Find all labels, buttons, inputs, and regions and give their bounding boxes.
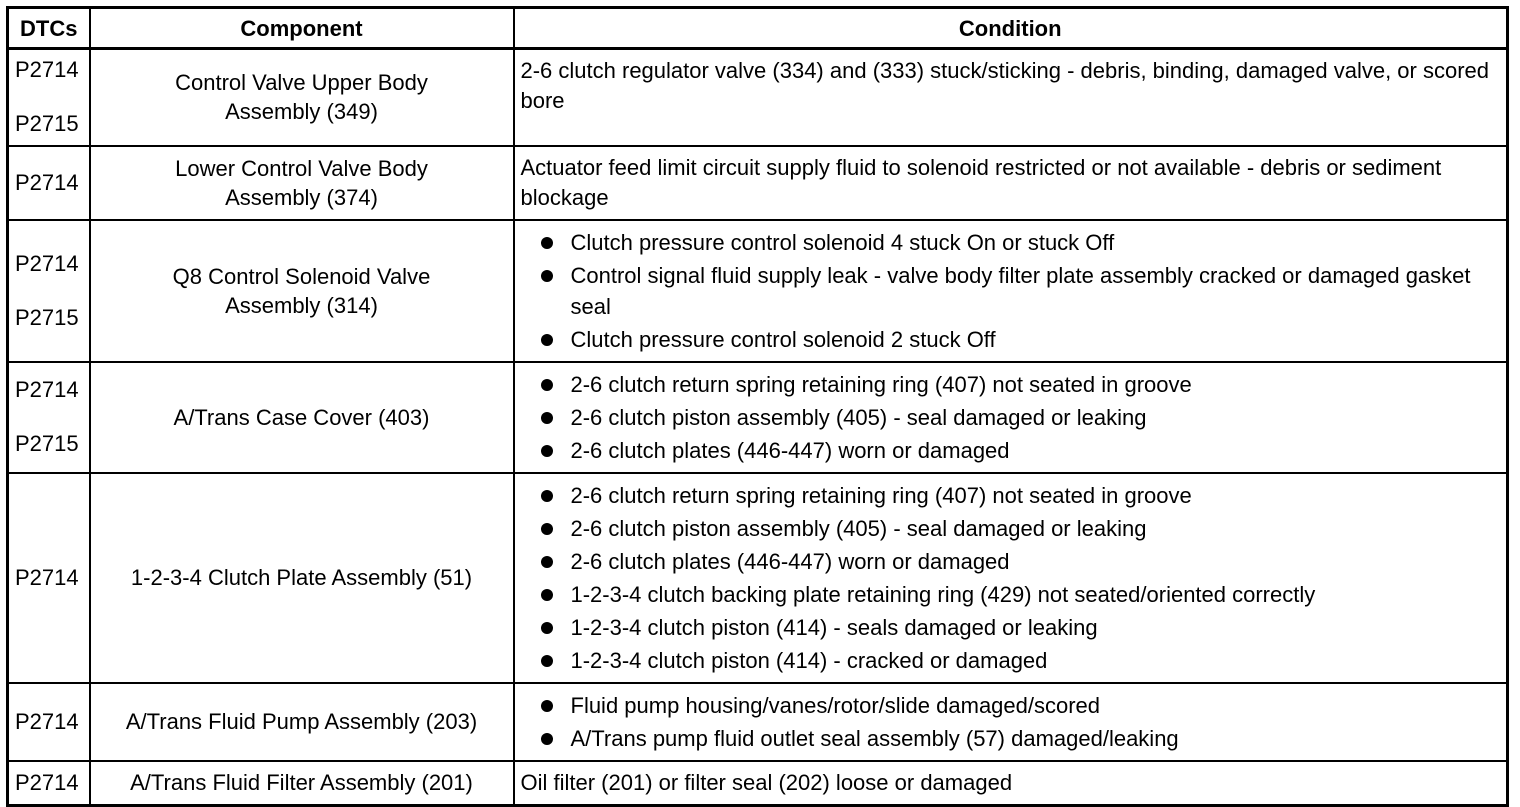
condition-cell <box>514 362 1508 473</box>
condition-item <box>535 369 1501 400</box>
condition-item <box>535 579 1501 610</box>
condition-item-text: 2-6 clutch return spring retaining ring (407) not seated in groove <box>570 371 1192 397</box>
condition-list <box>521 363 1501 472</box>
component-name: Q8 Control Solenoid Valve Assembly (314) <box>172 263 431 318</box>
header-condition: Condition <box>514 8 1508 49</box>
dtc-table <box>6 6 1509 807</box>
condition-item <box>535 612 1501 643</box>
bullet-icon <box>541 237 553 249</box>
component-cell <box>90 362 514 473</box>
bullet-icon <box>541 556 553 568</box>
bullet-icon <box>541 412 553 424</box>
bullet-icon <box>541 700 553 712</box>
table-body <box>8 49 1508 806</box>
condition-item <box>535 480 1501 511</box>
header-row <box>8 8 1508 49</box>
dtc-cell <box>8 683 90 761</box>
component-cell <box>90 49 514 146</box>
condition-item-text: 2-6 clutch return spring retaining ring (407) not seated in groove <box>570 482 1192 508</box>
dtc-cell <box>8 362 90 473</box>
condition-item-text: 2-6 clutch plates (446-447) worn or damaged <box>570 548 1010 574</box>
dtc-spacer <box>15 278 83 304</box>
condition-item <box>535 227 1501 258</box>
component-name: A/Trans Case Cover (403) <box>173 404 430 430</box>
dtc-code: P2715 <box>15 431 79 456</box>
condition-item-text: 1-2-3-4 clutch piston (414) - seals damaged or leaking <box>570 614 1098 640</box>
condition-item <box>535 324 1501 355</box>
component-name: 1-2-3-4 Clutch Plate Assembly (51) <box>130 565 473 590</box>
condition-cell <box>514 146 1508 220</box>
component-name: Lower Control Valve Body Assembly (374) <box>175 155 428 210</box>
table-row <box>8 761 1508 806</box>
condition-item-text: 2-6 clutch piston assembly (405) - seal damaged or leaking <box>570 404 1147 430</box>
component-name: A/Trans Fluid Pump Assembly (203) <box>125 709 478 734</box>
condition-item-text: Clutch pressure control solenoid 4 stuck On or stuck Off <box>570 229 1115 255</box>
bullet-icon <box>541 655 553 667</box>
dtc-code: P2715 <box>15 111 79 137</box>
condition-item <box>535 546 1501 577</box>
dtc-spacer <box>15 404 83 430</box>
dtc-cell <box>8 220 90 362</box>
table-row <box>8 220 1508 362</box>
table-row <box>8 49 1508 146</box>
condition-item <box>535 513 1501 544</box>
condition-item <box>535 723 1501 754</box>
bullet-icon <box>541 334 553 346</box>
dtc-code: P2715 <box>15 304 79 330</box>
component-cell <box>90 146 514 220</box>
condition-item-text: 1-2-3-4 clutch piston (414) - cracked or damaged <box>570 647 1048 673</box>
table-row <box>8 683 1508 761</box>
condition-item-text: 2-6 clutch plates (446-447) worn or damaged <box>570 437 1010 463</box>
component-cell <box>90 761 514 806</box>
bullet-icon <box>541 270 553 282</box>
condition-item-text: 1-2-3-4 clutch backing plate retaining ring (429) not seated/oriented correctly <box>570 581 1316 607</box>
condition-list <box>521 684 1501 760</box>
condition-item-text: 2-6 clutch piston assembly (405) - seal damaged or leaking <box>570 515 1147 541</box>
dtc-cell <box>8 146 90 220</box>
dtc-code: P2714 <box>15 169 79 195</box>
header-component: Component <box>90 8 514 49</box>
condition-text: 2-6 clutch regulator valve (334) and (333) stuck/sticking - debris, binding, damaged valve, or scored bore <box>520 58 1489 113</box>
dtc-code: P2714 <box>15 250 79 276</box>
bullet-icon <box>541 733 553 745</box>
bullet-icon <box>541 589 553 601</box>
condition-item <box>535 435 1501 466</box>
condition-cell <box>514 220 1508 362</box>
dtc-cell <box>8 473 90 683</box>
condition-cell <box>514 49 1508 146</box>
table-row <box>8 362 1508 473</box>
condition-cell <box>514 473 1508 683</box>
component-name: A/Trans Fluid Filter Assembly (201) <box>130 770 473 795</box>
condition-item-text: A/Trans pump fluid outlet seal assembly (57) damaged/leaking <box>570 725 1179 751</box>
component-cell <box>90 473 514 683</box>
bullet-icon <box>541 523 553 535</box>
bullet-icon <box>541 490 553 502</box>
header-dtcs: DTCs <box>8 8 90 49</box>
condition-cell <box>514 761 1508 806</box>
component-cell <box>90 220 514 362</box>
condition-item <box>535 260 1501 322</box>
condition-text: Actuator feed limit circuit supply fluid to solenoid restricted or not available - debris or sediment blockage <box>520 154 1442 210</box>
condition-list <box>521 474 1501 682</box>
bullet-icon <box>541 379 553 391</box>
condition-item-text: Clutch pressure control solenoid 2 stuck Off <box>570 326 996 352</box>
table-row <box>8 473 1508 683</box>
dtc-code: P2714 <box>15 564 79 590</box>
dtc-code: P2714 <box>15 708 79 734</box>
dtc-code: P2714 <box>15 57 79 83</box>
condition-item <box>535 402 1501 433</box>
condition-item-text: Control signal fluid supply leak - valve body filter plate assembly cracked or damaged gasket seal <box>570 262 1471 319</box>
condition-text: Oil filter (201) or filter seal (202) loose or damaged <box>520 769 1013 795</box>
condition-item <box>535 690 1501 721</box>
dtc-cell <box>8 761 90 806</box>
dtc-code: P2714 <box>15 769 79 795</box>
table-row <box>8 146 1508 220</box>
dtc-spacer <box>15 84 83 110</box>
bullet-icon <box>541 445 553 457</box>
condition-item-text: Fluid pump housing/vanes/rotor/slide damaged/scored <box>570 692 1101 718</box>
bullet-icon <box>541 622 553 634</box>
dtc-cell <box>8 49 90 146</box>
component-name: Control Valve Upper Body Assembly (349) <box>175 70 428 125</box>
dtc-code: P2714 <box>15 377 79 402</box>
component-cell <box>90 683 514 761</box>
condition-list <box>521 221 1501 361</box>
condition-item <box>535 645 1501 676</box>
condition-cell <box>514 683 1508 761</box>
